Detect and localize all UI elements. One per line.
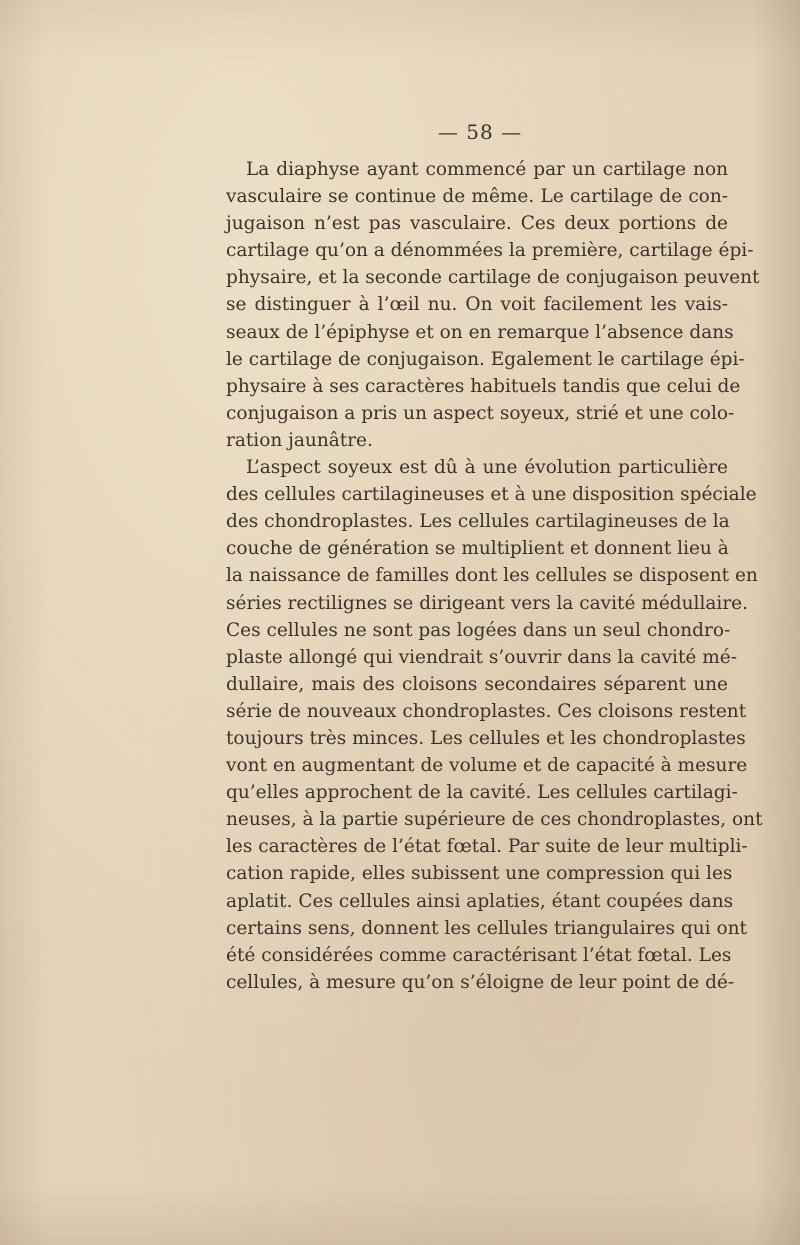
text-line: été considérées comme caractérisant l’état fœtal. Les xyxy=(226,944,732,966)
text-line: qu’elles approchent de la cavité. Les cellules cartilagi- xyxy=(226,782,738,804)
text-line: couche de génération se multiplient et donnent lieu à xyxy=(226,538,729,560)
text-line: aplatit. Ces cellules ainsi aplaties, étant coupées dans xyxy=(226,890,734,912)
text-line: des cellules cartilagineuses et à une disposition spéciale xyxy=(226,484,757,506)
text-line: ration jaunâtre. xyxy=(226,429,373,451)
text-line: le cartilage de conjugaison. Egalement le cartilage épi- xyxy=(226,348,745,370)
text-line: série de nouveaux chondroplastes. Ces cloisons restent xyxy=(226,700,747,722)
page-text xyxy=(226,156,763,996)
text-line: seaux de l’épiphyse et on en remarque l’absence dans xyxy=(226,321,734,343)
text-line: jugaison n’est pas vasculaire. Ces deux portions de xyxy=(226,213,728,235)
text-line: L’aspect soyeux est dû à une évolution particulière xyxy=(246,457,728,479)
text-line: certains sens, donnent les cellules triangulaires qui ont xyxy=(226,917,747,939)
text-line: Ces cellules ne sont pas logées dans un seul chondro- xyxy=(226,619,731,641)
text-line: plaste allongé qui viendrait s’ouvrir dans la cavité mé- xyxy=(226,646,737,668)
text-line: toujours très minces. Les cellules et les chondroplastes xyxy=(226,727,746,749)
text-line: cellules, à mesure qu’on s’éloigne de leur point de dé- xyxy=(226,971,735,993)
text-line: des chondroplastes. Les cellules cartilagineuses de la xyxy=(226,511,730,533)
text-line: la naissance de familles dont les cellules se disposent en xyxy=(226,565,758,587)
text-line: neuses, à la partie supérieure de ces chondroplastes, ont xyxy=(226,809,763,831)
text-line: les caractères de l’état fœtal. Par suite de leur multipli- xyxy=(226,836,748,858)
text-line: dullaire, mais des cloisons secondaires séparent une xyxy=(226,673,728,695)
text-line: physaire, et la seconde cartilage de conjugaison peuvent xyxy=(226,267,760,289)
text-line: La diaphyse ayant commencé par un cartilage non xyxy=(246,159,728,180)
page-number: — 58 — xyxy=(437,120,523,144)
text-line: se distinguer à l’œil nu. On voit facilement les vais- xyxy=(226,294,728,316)
text-line: vont en augmentant de volume et de capacité à mesure xyxy=(226,755,748,777)
text-line: vasculaire se continue de même. Le cartilage de con- xyxy=(226,186,728,208)
text-line: conjugaison a pris un aspect soyeux, strié et une colo- xyxy=(226,402,735,424)
text-line: physaire à ses caractères habituels tandis que celui de xyxy=(226,375,741,397)
text-line: cation rapide, elles subissent une compression qui les xyxy=(226,863,733,885)
text-line: cartilage qu’on a dénommées la première, cartilage épi- xyxy=(226,240,754,262)
text-line: séries rectilignes se dirigeant vers la cavité médullaire. xyxy=(226,592,749,614)
